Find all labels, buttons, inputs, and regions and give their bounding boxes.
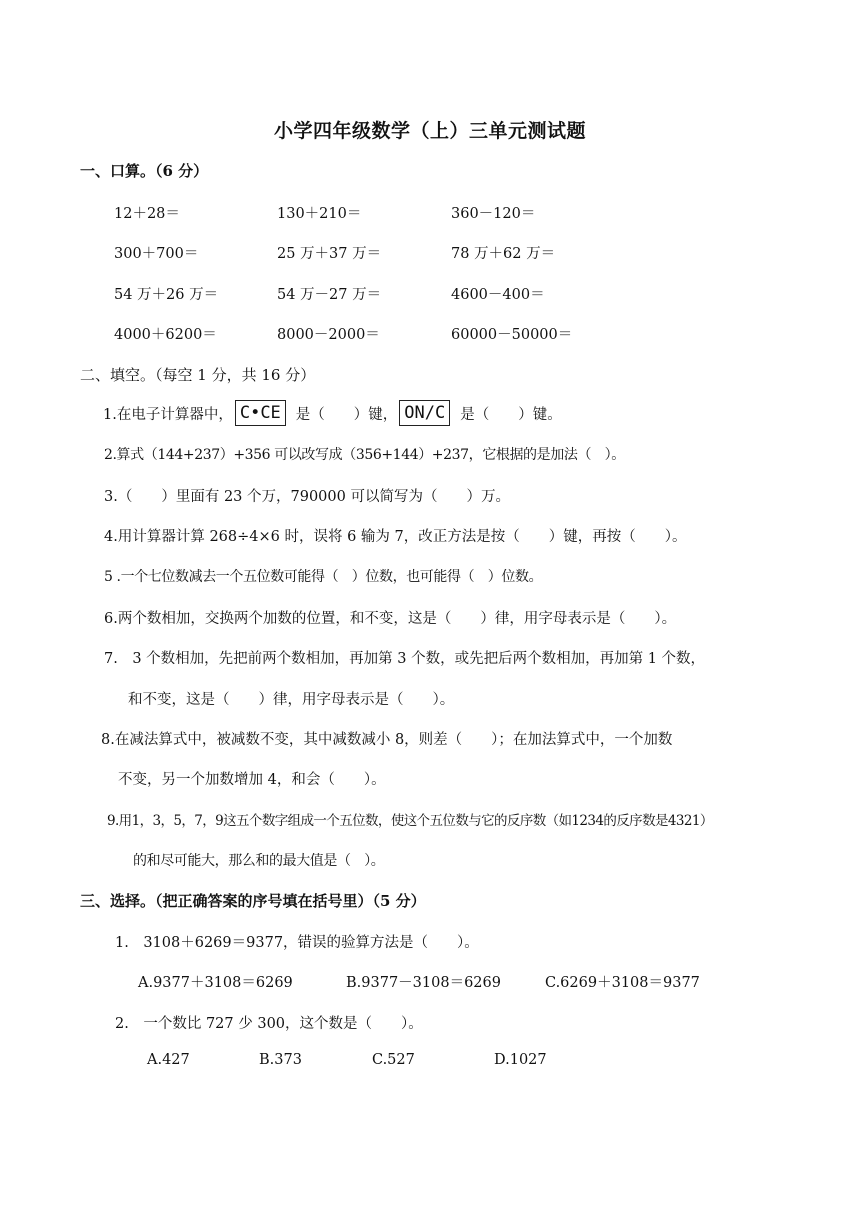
mental-math-item: 4600－400＝ — [451, 287, 545, 303]
option-d: D.1027 — [494, 1052, 547, 1068]
section-2-heading: 二、填空。（每空 1 分，共 16 分） — [80, 366, 316, 384]
mental-math-item: 25 万＋37 万＝ — [277, 246, 382, 262]
question-2-8-line-2: 不变，另一个加数增加 4，和会（ ）。 — [118, 772, 386, 788]
question-text: 1.在电子计算器中， — [103, 406, 233, 423]
section-3-heading: 三、选择。（把正确答案的序号填在括号里）（5 分） — [80, 892, 426, 910]
mental-math-item: 54 万＋26 万＝ — [114, 287, 219, 303]
option-a: A.9377＋3108＝6269 — [138, 975, 293, 991]
option-b: B.9377－3108＝6269 — [346, 975, 501, 991]
question-2-9-line-2: 的和尽可能大，那么和的最大值是（ ）。 — [133, 853, 385, 869]
question-2-8-line-1: 8.在减法算式中，被减数不变，其中减数减小 8，则差（ ）；在加法算式中，一个加数 — [101, 732, 673, 748]
calculator-key-on-c: ON/C — [399, 400, 450, 426]
calculator-key-c-ce: C•CE — [235, 400, 286, 426]
question-3-2: 2. 一个数比 727 少 300，这个数是（ ）。 — [115, 1016, 423, 1032]
section-1-heading: 一、口算。（6 分） — [80, 162, 209, 180]
question-2-3: 3.（ ）里面有 23 个万，790000 可以简写为（ ）万。 — [104, 489, 510, 505]
option-b: B.373 — [259, 1052, 302, 1068]
question-2-6: 6.两个数相加，交换两个加数的位置，和不变，这是（ ）律，用字母表示是（ ）。 — [104, 611, 677, 627]
page-title: 小学四年级数学（上）三单元测试题 — [273, 120, 586, 142]
question-2-5: 5 .一个七位数减去一个五位数可能得（ ）位数，也可能得（ ）位数。 — [104, 569, 543, 585]
mental-math-item: 360－120＝ — [451, 206, 536, 222]
question-2-2: 2.算式（144+237）+356 可以改写成（356+144）+237，它根据的是加法（ ）。 — [104, 447, 625, 463]
question-text: 是（ ）键。 — [460, 406, 562, 423]
question-3-1: 1. 3108＋6269＝9377，错误的验算方法是（ ）。 — [115, 935, 479, 951]
mental-math-item: 8000－2000＝ — [277, 327, 380, 343]
mental-math-item: 130＋210＝ — [277, 206, 362, 222]
mental-math-item: 300＋700＝ — [114, 246, 199, 262]
question-text: 是（ ）键， — [295, 406, 398, 423]
question-2-9-line-1: 9.用1，3，5，7，9这五个数字组成一个五位数，使这个五位数与它的反序数（如1234的反序数是4321） — [107, 813, 713, 829]
question-2-1 — [103, 399, 562, 427]
mental-math-item: 78 万＋62 万＝ — [451, 246, 556, 262]
mental-math-item: 4000＋6200＝ — [114, 327, 217, 343]
option-a: A.427 — [147, 1052, 190, 1068]
mental-math-item: 12＋28＝ — [114, 206, 180, 222]
question-2-7-line-2: 和不变，这是（ ）律，用字母表示是（ ）。 — [128, 692, 455, 708]
option-c: C.527 — [372, 1052, 415, 1068]
question-2-4: 4.用计算器计算 268÷4×6 时，误将 6 输为 7，改正方法是按（ ）键，再按（ ）。 — [104, 529, 687, 545]
option-c: C.6269＋3108＝9377 — [545, 975, 700, 991]
mental-math-item: 60000－50000＝ — [451, 327, 573, 343]
mental-math-item: 54 万－27 万＝ — [277, 287, 382, 303]
question-2-7-line-1: 7. 3 个数相加，先把前两个数相加，再加第 3 个数，或先把后两个数相加，再加第 1 个数， — [104, 651, 706, 667]
